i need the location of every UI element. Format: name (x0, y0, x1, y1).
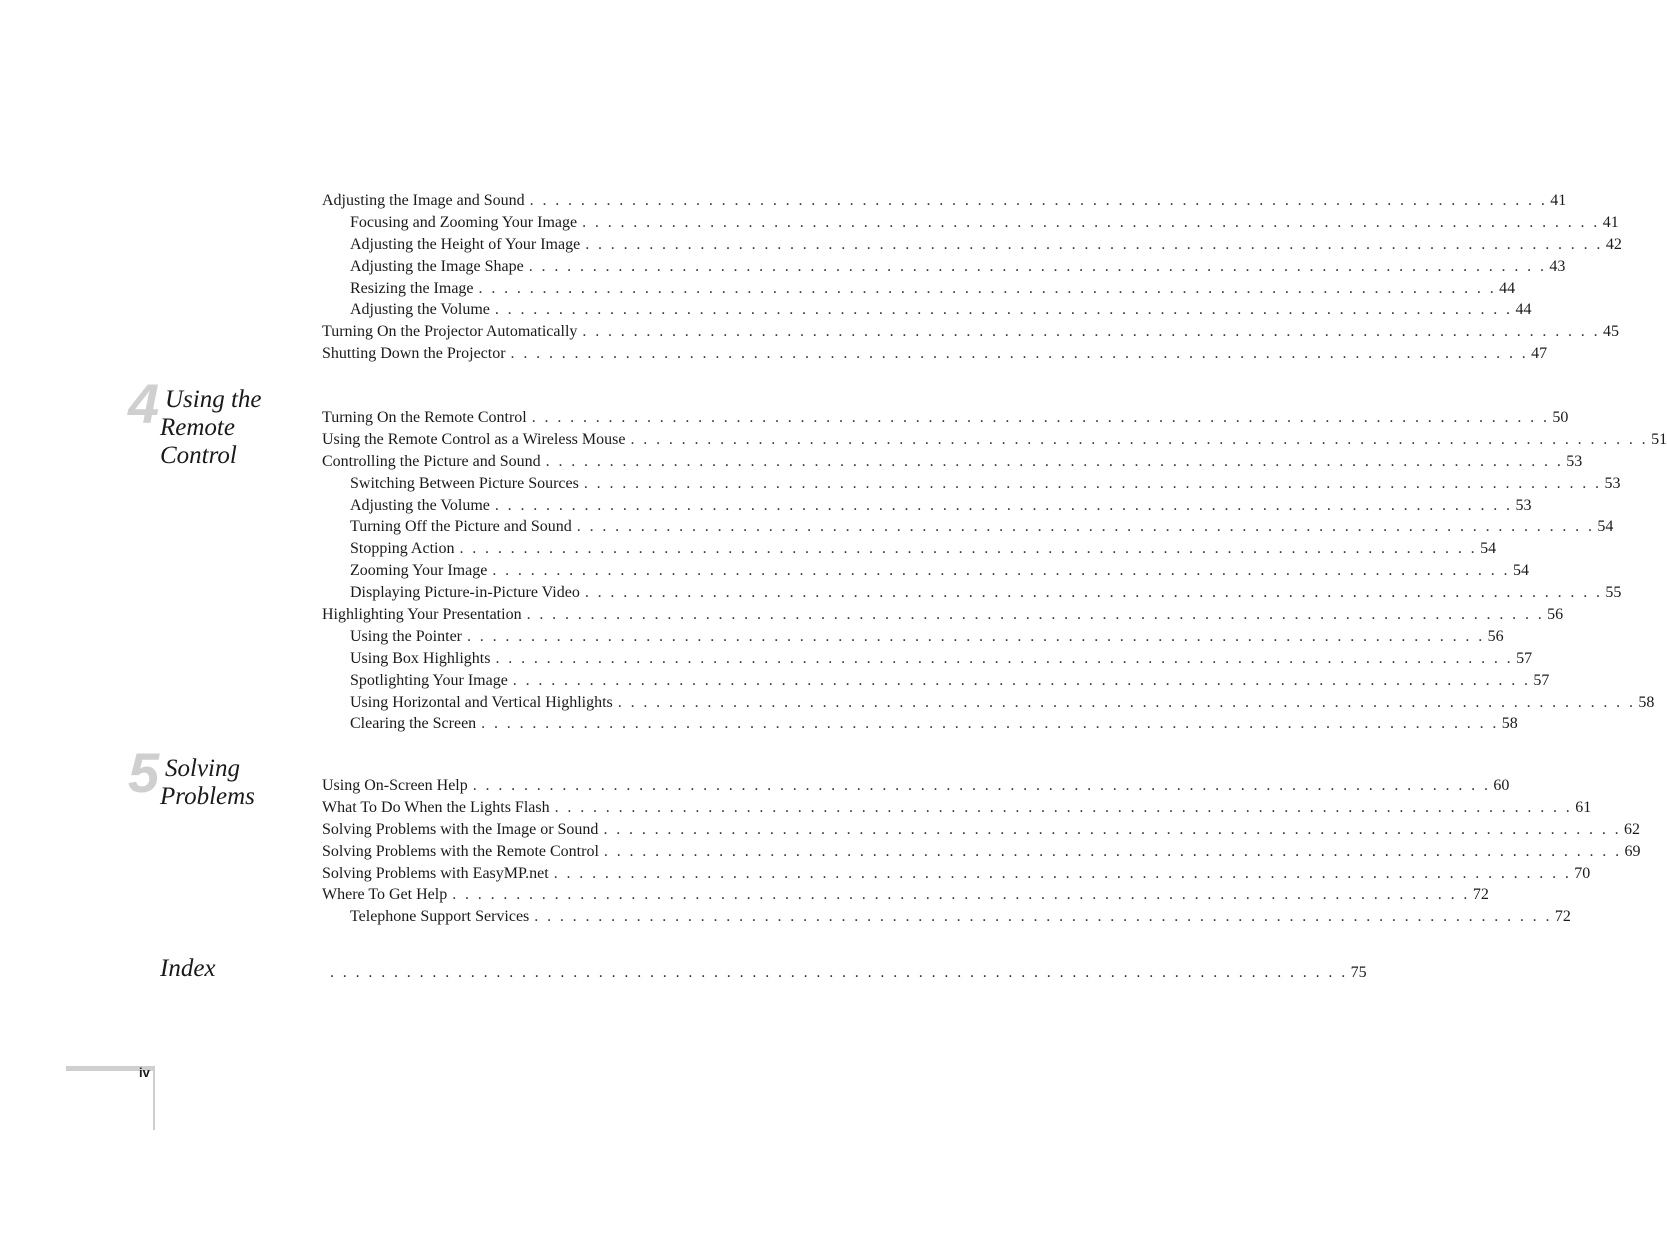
toc-entry[interactable] (322, 495, 1532, 517)
toc-entry-title: Using the Remote Control as a Wireless Mouse (322, 430, 626, 448)
toc-entry-title: Adjusting the Volume (350, 496, 490, 514)
chapter-4-title-line-1: Using the (165, 386, 262, 413)
toc-entry[interactable] (322, 407, 1569, 429)
toc-entry-title: Zooming Your Image (350, 562, 488, 580)
toc-page-number: 44 (1515, 301, 1532, 319)
toc-entry-title: Highlighting Your Presentation (322, 606, 522, 624)
toc-entry[interactable] (322, 713, 1518, 735)
toc-entry-title: Adjusting the Image and Sound (322, 192, 525, 209)
toc-page-number: 72 (1472, 886, 1489, 904)
toc-entry-title: Using Horizontal and Vertical Highlights (350, 693, 613, 711)
leader-dots: . . . . . . . . . . . . . . . . . . . . . . . . . . . . . . . . . . . . . . . . . . . . . . . . . . . . . . . . . . . . . . . . . . . . . . . . . . . . . . . . (512, 671, 1531, 689)
leader-dots: . . . . . . . . . . . . . . . . . . . . . . . . . . . . . . . . . . . . . . . . . . . . . . . . . . . . . . . . . . . . . . . . . . . . . . . . . . . . . . . . (529, 192, 1548, 209)
leader-dots: . . . . . . . . . . . . . . . . . . . . . . . . . . . . . . . . . . . . . . . . . . . . . . . . . . . . . . . . . . . . . . . . . . . . . . . . . . . . . . . . (330, 964, 1348, 981)
toc-page-number: 54 (1512, 562, 1529, 580)
toc-page-number: 75 (1350, 964, 1367, 981)
toc-entry[interactable] (322, 473, 1621, 495)
toc-entry[interactable] (322, 884, 1489, 906)
leader-dots: . . . . . . . . . . . . . . . . . . . . . . . . . . . . . . . . . . . . . . . . . . . . . . . . . . . . . . . . . . . . . . . . . . . . . . . . . . . . . . . . (531, 409, 1550, 426)
toc-entry-title: Displaying Picture-in-Picture Video (350, 584, 580, 602)
toc-page-number: 41 (1602, 213, 1619, 231)
toc-entry[interactable] (322, 863, 1591, 885)
toc-entry[interactable] (322, 626, 1504, 648)
chapter-4-title (128, 386, 318, 470)
toc-entry-title: Where To Get Help (322, 886, 448, 904)
toc-entry-index[interactable] (330, 962, 1367, 984)
leader-dots: . . . . . . . . . . . . . . . . . . . . . . . . . . . . . . . . . . . . . . . . . . . . . . . . . . . . . . . . . . . . . . . . . . . . . . . . . . . . . . . . (554, 798, 1573, 816)
toc-page-number: 47 (1531, 345, 1548, 363)
toc-page-number: 45 (1603, 323, 1619, 341)
toc-entry-title: Shutting Down the Projector (322, 345, 506, 363)
toc-page-number: 42 (1605, 235, 1622, 253)
chapter-4-title-line-2: Remote (160, 414, 235, 441)
toc-entry[interactable] (322, 256, 1566, 278)
toc-section-continued (322, 190, 1622, 365)
footer-rule (153, 1066, 155, 1130)
toc-entry-title: Adjusting the Height of Your Image (350, 235, 581, 253)
leader-dots: . . . . . . . . . . . . . . . . . . . . . . . . . . . . . . . . . . . . . . . . . . . . . . . . . . . . . . . . . . . . . . . . . . . . . . . . . . . . . . . . (585, 235, 1603, 253)
leader-dots: . . . . . . . . . . . . . . . . . . . . . . . . . . . . . . . . . . . . . . . . . . . . . . . . . . . . . . . . . . . . . . . . . . . . . . . . . . . . . . . . (481, 715, 1499, 733)
toc-page-number: 56 (1547, 606, 1564, 624)
toc-page-number: 58 (1501, 715, 1518, 733)
toc-page-number: 61 (1575, 798, 1592, 816)
leader-dots: . . . . . . . . . . . . . . . . . . . . . . . . . . . . . . . . . . . . . . . . . . . . . . . . . . . . . . . . . . . . . . . . . . . . . . . . . . . . . . . . (510, 345, 1529, 363)
leader-dots: . . . . . . . . . . . . . . . . . . . . . . . . . . . . . . . . . . . . . . . . . . . . . . . . . . . . . . . . . . . . . . . . . . . . . . . . . . . . . . . . (582, 323, 1600, 341)
toc-entry[interactable] (322, 692, 1655, 714)
toc-entry-title: What To Do When the Lights Flash (322, 798, 550, 816)
toc-page-number: 54 (1597, 518, 1614, 536)
leader-dots: . . . . . . . . . . . . . . . . . . . . . . . . . . . . . . . . . . . . . . . . . . . . . . . . . . . . . . . . . . . . . . . . . . . . . . . . . . . . . . . . (603, 842, 1622, 860)
toc-page-number: 58 (1638, 693, 1655, 711)
toc-page-number: 53 (1515, 496, 1532, 514)
toc-entry-title: Switching Between Picture Sources (350, 474, 579, 492)
leader-dots: . . . . . . . . . . . . . . . . . . . . . . . . . . . . . . . . . . . . . . . . . . . . . . . . . . . . . . . . . . . . . . . . . . . . . . . . . . . . . . . . (494, 301, 1513, 319)
chapter-5-title-line-2: Problems (160, 783, 255, 810)
toc-entry[interactable] (322, 429, 1667, 451)
toc-page-number: 57 (1516, 649, 1533, 667)
toc-entry-title: Using the Pointer (350, 627, 462, 645)
toc-entry-title: Using Box Highlights (350, 649, 491, 667)
toc-entry-title: Adjusting the Volume (350, 301, 490, 319)
leader-dots: . . . . . . . . . . . . . . . . . . . . . . . . . . . . . . . . . . . . . . . . . . . . . . . . . . . . . . . . . . . . . . . . . . . . . . . . . . . . . . . . (603, 820, 1622, 838)
toc-entry-title: Using On-Screen Help (322, 777, 468, 794)
toc-entry-title: Solving Problems with EasyMP.net (322, 864, 549, 882)
toc-entry[interactable] (322, 234, 1622, 256)
leader-dots: . . . . . . . . . . . . . . . . . . . . . . . . . . . . . . . . . . . . . . . . . . . . . . . . . . . . . . . . . . . . . . . . . . . . . . . . . . . . . . . . (584, 584, 1603, 602)
toc-entry[interactable] (322, 841, 1641, 863)
leader-dots: . . . . . . . . . . . . . . . . . . . . . . . . . . . . . . . . . . . . . . . . . . . . . . . . . . . . . . . . . . . . . . . . . . . . . . . . . . . . . . . . (472, 777, 1491, 794)
toc-entry-title: Spotlighting Your Image (350, 671, 508, 689)
toc-page-number: 69 (1624, 842, 1641, 860)
toc-entry-title: Telephone Support Services (350, 908, 530, 926)
toc-page-number: 54 (1480, 540, 1497, 558)
chapter-4-title-line-3: Control (160, 442, 237, 469)
toc-chapter-5 (322, 775, 1641, 928)
toc-entry-title: Stopping Action (350, 540, 455, 558)
leader-dots: . . . . . . . . . . . . . . . . . . . . . . . . . . . . . . . . . . . . . . . . . . . . . . . . . . . . . . . . . . . . . . . . . . . . . . . . . . . . . . . . (528, 257, 1547, 275)
toc-entry-title: Turning On the Remote Control (322, 409, 527, 426)
leader-dots: . . . . . . . . . . . . . . . . . . . . . . . . . . . . . . . . . . . . . . . . . . . . . . . . . . . . . . . . . . . . . . . . . . . . . . . . . . . . . . . . (583, 474, 1602, 492)
toc-page-number: 50 (1552, 409, 1569, 426)
toc-entry[interactable] (322, 819, 1641, 841)
toc-page-number: 70 (1574, 864, 1591, 882)
page-number: iv (139, 1065, 150, 1080)
toc-page-number: 62 (1624, 820, 1641, 838)
toc-entry[interactable] (322, 451, 1583, 473)
toc-entry[interactable] (322, 321, 1619, 343)
leader-dots: . . . . . . . . . . . . . . . . . . . . . . . . . . . . . . . . . . . . . . . . . . . . . . . . . . . . . . . . . . . . . . . . . . . . . . . . . . . . . . . . (495, 649, 1514, 667)
toc-entry-title: Turning On the Projector Automatically (322, 323, 578, 341)
chapter-5-title-line-1: Solving (165, 755, 240, 782)
toc-page-number: 60 (1493, 777, 1510, 794)
toc-page-number: 44 (1499, 279, 1516, 297)
toc-entry[interactable] (322, 604, 1564, 626)
toc-page-number: 43 (1549, 257, 1566, 275)
toc-entry[interactable] (322, 906, 1571, 928)
toc-entry[interactable] (322, 516, 1614, 538)
toc-entry[interactable] (322, 190, 1567, 212)
toc-page-number: 41 (1550, 192, 1567, 209)
toc-page-number: 56 (1487, 627, 1504, 645)
leader-dots: . . . . . . . . . . . . . . . . . . . . . . . . . . . . . . . . . . . . . . . . . . . . . . . . . . . . . . . . . . . . . . . . . . . . . . . . . . . . . . . . (553, 864, 1572, 882)
chapter-5-title (128, 755, 318, 811)
toc-page-number: 57 (1533, 671, 1550, 689)
leader-dots: . . . . . . . . . . . . . . . . . . . . . . . . . . . . . . . . . . . . . . . . . . . . . . . . . . . . . . . . . . . . . . . . . . . . . . . . . . . . . . . . (494, 496, 1513, 514)
index-heading: Index (160, 955, 216, 982)
chapter-5-number: 5 (128, 741, 160, 804)
leader-dots: . . . . . . . . . . . . . . . . . . . . . . . . . . . . . . . . . . . . . . . . . . . . . . . . . . . . . . . . . . . . . . . . . . . . . . . . . . . . . . . . (478, 279, 1497, 297)
leader-dots: . . . . . . . . . . . . . . . . . . . . . . . . . . . . . . . . . . . . . . . . . . . . . . . . . . . . . . . . . . . . . . . . . . . . . . . . . . . . . . . . (492, 562, 1510, 580)
toc-entry-title: Turning Off the Picture and Sound (350, 518, 572, 536)
chapter-5-heading (128, 741, 318, 811)
toc-entry-title: Solving Problems with the Remote Control (322, 842, 599, 860)
toc-entry[interactable] (322, 560, 1529, 582)
chapter-4-heading (128, 372, 318, 470)
leader-dots: . . . . . . . . . . . . . . . . . . . . . . . . . . . . . . . . . . . . . . . . . . . . . . . . . . . . . . . . . . . . . . . . . . . . . . . . . . . . . . . . (582, 213, 1600, 231)
toc-entry-title: Clearing the Screen (350, 715, 477, 733)
toc-page-number: 53 (1566, 452, 1583, 470)
toc-page-number: 55 (1605, 584, 1622, 602)
toc-entry[interactable] (322, 648, 1533, 670)
toc-entry-title: Adjusting the Image Shape (350, 257, 524, 275)
toc-entry-title: Resizing the Image (350, 279, 474, 297)
toc-page-number: 51 (1651, 430, 1667, 448)
leader-dots: . . . . . . . . . . . . . . . . . . . . . . . . . . . . . . . . . . . . . . . . . . . . . . . . . . . . . . . . . . . . . . . . . . . . . . . . . . . . . . . . (576, 518, 1595, 536)
leader-dots: . . . . . . . . . . . . . . . . . . . . . . . . . . . . . . . . . . . . . . . . . . . . . . . . . . . . . . . . . . . . . . . . . . . . . . . . . . . . . . . . (545, 452, 1564, 470)
toc-entry[interactable] (322, 538, 1497, 560)
leader-dots: . . . . . . . . . . . . . . . . . . . . . . . . . . . . . . . . . . . . . . . . . . . . . . . . . . . . . . . . . . . . . . . . . . . . . . . . . . . . . . . . (534, 908, 1552, 926)
leader-dots: . . . . . . . . . . . . . . . . . . . . . . . . . . . . . . . . . . . . . . . . . . . . . . . . . . . . . . . . . . . . . . . . . . . . . . . . . . . . . . . . (630, 430, 1649, 448)
toc-entry[interactable] (322, 299, 1532, 321)
toc-entry[interactable] (322, 212, 1619, 234)
toc-page-number: 72 (1554, 908, 1571, 926)
toc-page-number: 53 (1604, 474, 1621, 492)
leader-dots: . . . . . . . . . . . . . . . . . . . . . . . . . . . . . . . . . . . . . . . . . . . . . . . . . . . . . . . . . . . . . . . . . . . . . . . . . . . . . . . . (467, 627, 1485, 645)
leader-dots: . . . . . . . . . . . . . . . . . . . . . . . . . . . . . . . . . . . . . . . . . . . . . . . . . . . . . . . . . . . . . . . . . . . . . . . . . . . . . . . . (617, 693, 1636, 711)
toc-entry-title: Solving Problems with the Image or Sound (322, 820, 599, 838)
toc-entry[interactable] (322, 797, 1592, 819)
toc-entry-title: Focusing and Zooming Your Image (350, 213, 578, 231)
toc-entry[interactable] (322, 670, 1550, 692)
toc-entry[interactable] (322, 278, 1516, 300)
leader-dots: . . . . . . . . . . . . . . . . . . . . . . . . . . . . . . . . . . . . . . . . . . . . . . . . . . . . . . . . . . . . . . . . . . . . . . . . . . . . . . . . (452, 886, 1470, 904)
toc-chapter-4 (322, 407, 1667, 735)
toc-entry[interactable] (322, 775, 1510, 797)
toc-entry[interactable] (322, 343, 1548, 365)
chapter-4-number: 4 (128, 372, 160, 435)
leader-dots: . . . . . . . . . . . . . . . . . . . . . . . . . . . . . . . . . . . . . . . . . . . . . . . . . . . . . . . . . . . . . . . . . . . . . . . . . . . . . . . . (459, 540, 1478, 558)
toc-entry[interactable] (322, 582, 1622, 604)
toc-entry-title: Controlling the Picture and Sound (322, 452, 541, 470)
leader-dots: . . . . . . . . . . . . . . . . . . . . . . . . . . . . . . . . . . . . . . . . . . . . . . . . . . . . . . . . . . . . . . . . . . . . . . . . . . . . . . . . (526, 606, 1545, 624)
